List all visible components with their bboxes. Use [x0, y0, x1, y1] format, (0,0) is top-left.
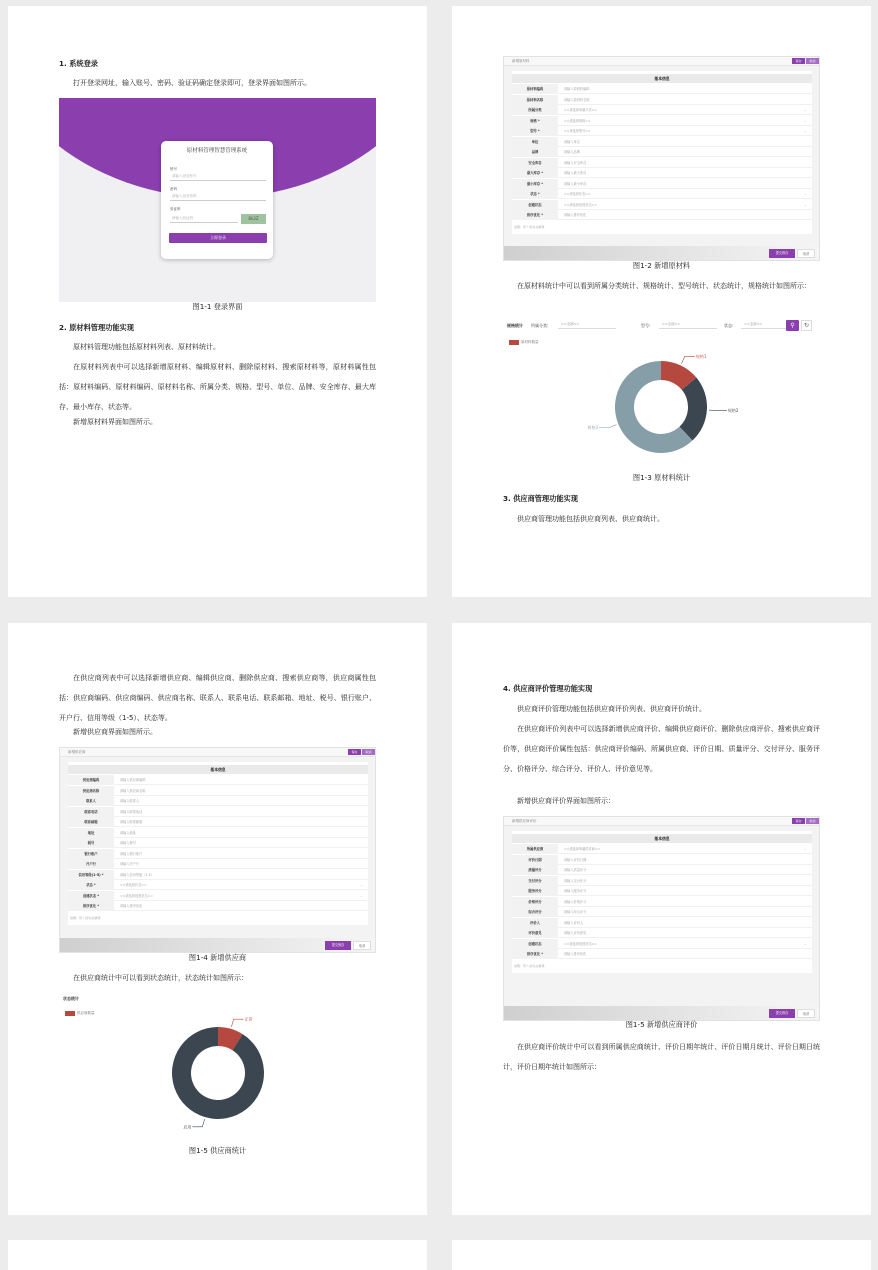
field-label: 信用等级(1-5) * [68, 870, 114, 880]
form-card [512, 71, 812, 234]
field-input[interactable]: 请输入联系人 [120, 799, 140, 803]
login-screenshot [59, 98, 376, 302]
field-label: 所属分类 [512, 105, 558, 115]
field-input[interactable]: 请输入供应商名称 [120, 788, 146, 793]
figure-caption: 图1-4 新增供应商 [188, 953, 247, 962]
form-row [68, 880, 368, 890]
form-row [512, 918, 812, 928]
slice-label: 规格2 [727, 408, 739, 414]
account-label: 账号 [170, 167, 177, 171]
section-header: 基本信息 [512, 834, 812, 843]
document-page-5 [8, 1240, 427, 1270]
cancel-button[interactable]: 取消 [353, 941, 371, 950]
top-save-button[interactable]: 保存 [348, 749, 361, 755]
field-input[interactable]: 请输入开户行 [120, 862, 140, 866]
form-row [68, 796, 368, 806]
field-input[interactable]: 请输入单位 [564, 139, 580, 144]
cancel-button[interactable]: 取消 [797, 249, 815, 258]
field-select[interactable]: ==请选择所属分类== [564, 108, 597, 112]
field-label: 价格评分 [512, 897, 558, 907]
donut-chart [503, 320, 820, 470]
field-select[interactable]: ==请选择状态== [564, 192, 591, 196]
paragraph: 新增供应商界面如图所示。 [73, 728, 157, 736]
document-page-6 [452, 1240, 871, 1270]
field-select[interactable]: ==请选择状态== [120, 883, 147, 887]
form-row [512, 84, 812, 94]
chevron-down-icon: ⌄ [360, 893, 363, 898]
chevron-down-icon: ⌄ [804, 192, 807, 196]
add-supplier-screenshot [59, 747, 376, 953]
chevron-down-icon: ⌄ [804, 118, 807, 123]
login-button[interactable]: 立即登录 [169, 233, 267, 243]
field-label: 交付评分 [512, 876, 558, 886]
password-input[interactable]: 请输入登录密码 [170, 192, 266, 201]
section-heading: 4. 供应商评价管理功能实现 [503, 684, 593, 693]
field-label: 最大库存 * [512, 168, 558, 178]
form-row [512, 179, 812, 189]
field-input[interactable]: 请输入联系邮箱 [120, 820, 143, 824]
field-input[interactable]: 请输入质量评分 [564, 868, 587, 872]
section-heading: 2. 原材料管理功能实现 [59, 323, 134, 332]
field-label: 供应商名称 [68, 786, 114, 796]
filter-category-label: 所属分类: [531, 323, 549, 328]
document-page-1 [8, 6, 427, 597]
slice-label-line [192, 1119, 204, 1127]
document-page-2 [452, 6, 871, 597]
field-label: 排序优化 * [68, 901, 114, 911]
chevron-down-icon: ⌄ [804, 847, 807, 851]
field-input[interactable]: 请输入最大库存 [564, 171, 587, 175]
search-icon[interactable]: ⚲ [786, 320, 799, 331]
field-input[interactable]: 请输入地址 [120, 830, 136, 835]
field-label: 银行账户 [68, 849, 114, 859]
paragraph: 新增供应商评价界面如图所示： [517, 797, 615, 805]
form-row [68, 828, 368, 838]
form-row [512, 168, 812, 178]
form-row [512, 200, 812, 210]
stats-title: 规格统计 [507, 323, 523, 328]
field-input[interactable]: 请输入原材料编码 [564, 87, 590, 91]
field-input[interactable]: 请输入排序优化 [564, 213, 587, 217]
field-label: 评价人 [512, 918, 558, 928]
form-row [512, 210, 812, 220]
refresh-icon[interactable]: ↻ [801, 320, 812, 331]
slice-label-line [599, 425, 616, 428]
field-label: 状态 * [68, 880, 114, 890]
field-label: 排序优化 * [512, 210, 558, 220]
top-cancel-button[interactable]: 取消 [806, 58, 819, 64]
paragraph: 在供应商列表中可以选择新增供应商、编辑供应商、删除供应商、搜索供应商等，供应商属性包括：供应商编码、供应商编码、供应商名称、联系人、联系电话、联系邮箱、地址、税号、银行账户、开户行、信用等级（1-5）、状态等。 [59, 674, 376, 722]
form-row [68, 859, 368, 869]
paragraph: 在原材料统计中可以看到所属分类统计、规格统计、型号统计、状态统计，规格统计如图所示： [517, 282, 811, 290]
field-label: 供应商编码 [68, 775, 114, 785]
slice-label-line [709, 410, 727, 411]
field-label: 型号 * [512, 126, 558, 136]
slice-label: 启用 [183, 1124, 192, 1130]
field-input[interactable]: 请输入税号 [120, 841, 136, 845]
section-header: 基本信息 [512, 74, 812, 83]
field-label: 服务评分 [512, 886, 558, 896]
document-page-3 [8, 623, 427, 1215]
field-input[interactable]: 请输入原材料名称 [564, 97, 590, 102]
paragraph: 打开登录网址，输入账号、密码、验证码确定登录即可，登录界面如图所示。 [73, 79, 311, 87]
stats-title: 状态统计 [63, 996, 79, 1001]
field-label: 联系电话 [68, 807, 114, 817]
login-box [161, 141, 273, 259]
back-link[interactable]: 新增供应商评价 [504, 817, 819, 826]
field-label: 联系邮箱 [68, 817, 114, 827]
password-label: 密码 [170, 187, 177, 191]
legend-label: 原材料数量 [521, 340, 539, 344]
field-label: 开户行 [68, 859, 114, 869]
chevron-down-icon: ⌄ [804, 129, 807, 133]
top-cancel-button[interactable]: 取消 [806, 818, 819, 824]
figure-caption: 图1-5 供应商统计 [188, 1146, 247, 1155]
donut-chart [59, 993, 376, 1143]
field-label: 评价日期 [512, 855, 558, 865]
cancel-button[interactable]: 取消 [797, 1009, 815, 1018]
field-input[interactable]: 请输入联系电话 [120, 809, 143, 814]
field-input[interactable]: 请输入银行账户 [120, 851, 143, 856]
form-row [68, 838, 368, 848]
slice-label-line [231, 1019, 243, 1027]
slice-label: 正常 [244, 1016, 253, 1022]
field-label: 所属供应商 [512, 844, 558, 854]
field-input[interactable]: 请输入安全库存 [564, 160, 587, 165]
section-heading: 1. 系统登录 [59, 59, 98, 68]
field-label: 状态 * [512, 189, 558, 199]
form-row [512, 949, 812, 959]
field-select[interactable]: ==请选择创建状态== [564, 202, 597, 207]
field-input[interactable]: 请输入排序优化 [120, 904, 143, 908]
top-save-button[interactable]: 保存 [792, 58, 805, 64]
paragraph: 在供应商统计中可以看到状态统计，状态统计如图所示： [73, 974, 248, 982]
paragraph: 在原材料列表中可以选择新增原材料、编辑原材料、删除原材料、搜索原材料等，原材料属性包括：原材料编码、原材料编码、原材料名称、所属分类、规格、型号、单位、品牌、安全库存、最大库存、最小库存、状态等。 [59, 363, 376, 411]
paragraph: 在供应商评价统计中可以看到所属供应商统计、评价日期年统计、评价日期月统计、评价日期日统计，评价日期年统计如图所示： [503, 1043, 820, 1071]
slice-label: 规格1 [695, 353, 707, 359]
section-header: 基本信息 [68, 765, 368, 774]
field-input[interactable]: 请输入评价意见 [564, 931, 587, 935]
figure-caption: 图1-1 登录界面 [192, 302, 243, 311]
field-input[interactable]: 请输入排序优化 [564, 952, 587, 956]
field-label: 创建状态 [512, 939, 558, 949]
captcha-image[interactable]: 8k3Z [241, 214, 266, 224]
form-row [68, 849, 368, 859]
field-select[interactable]: ==请选择型号== [564, 129, 591, 133]
field-label: 评价意见 [512, 928, 558, 938]
top-cancel-button[interactable]: 取消 [362, 749, 375, 755]
field-input[interactable]: 请输入品牌 [564, 150, 580, 154]
add-evaluation-screenshot [503, 816, 820, 1021]
section-heading: 3. 供应商管理功能实现 [503, 494, 578, 503]
form-row [512, 158, 812, 168]
slice-label-line [681, 356, 694, 363]
field-input[interactable]: 请输入供应商编码 [120, 778, 146, 782]
field-input[interactable]: 请输入服务评分 [564, 889, 587, 893]
slice-启用[interactable] [172, 1027, 264, 1119]
field-select[interactable]: ==请选择创建状态== [120, 893, 153, 898]
filter-category-select[interactable]: ==全部== [558, 320, 616, 329]
field-label: 最小库存 * [512, 179, 558, 189]
chevron-down-icon: ⌄ [804, 108, 807, 112]
filter-model-label: 型号: [641, 323, 651, 328]
paragraph: 在供应商评价列表中可以选择新增供应商评价、编辑供应商评价、删除供应商评价、搜索供应商评价等，供应商评价属性包括：供应商评价编码、所属供应商、评价日期、质量评分、交付评分、服务评分、价格评分、综合评分、评价人、评价意见等。 [503, 725, 820, 773]
chevron-down-icon: ⌄ [360, 883, 363, 887]
field-input[interactable]: 请输入交付评分 [564, 878, 587, 883]
figure-caption: 图1-5 新增供应商评价 [625, 1020, 698, 1029]
field-label: 安全库存 [512, 158, 558, 168]
material-stats-screenshot [503, 320, 820, 470]
form-row [512, 876, 812, 886]
field-label: 品牌 [512, 147, 558, 157]
paragraph: 供应商管理功能包括供应商列表、供应商统计。 [517, 515, 664, 523]
form-row [512, 939, 812, 949]
paragraph: 新增原材料界面如图所示。 [73, 418, 157, 426]
field-label: 规格 * [512, 116, 558, 126]
back-link[interactable]: 新增供应商 [60, 748, 375, 757]
figure-caption: 图1-2 新增原材料 [632, 261, 691, 270]
submit-button[interactable]: 提交保存 [769, 1009, 795, 1018]
document-page-4 [452, 623, 871, 1215]
back-link[interactable]: 新增原材料 [504, 57, 819, 66]
form-card [68, 762, 368, 925]
form-row [68, 807, 368, 817]
field-input[interactable]: 请输入评价人 [564, 920, 584, 925]
form-card [512, 831, 812, 973]
field-label: 联系人 [68, 796, 114, 806]
account-input[interactable]: 请输入登录账号 [170, 172, 266, 181]
field-label: 单位 [512, 137, 558, 147]
top-save-button[interactable]: 保存 [792, 818, 805, 824]
field-input[interactable]: 请输入综合评分 [564, 910, 587, 914]
field-label: 地址 [68, 828, 114, 838]
field-label: 创建状态 [512, 200, 558, 210]
form-row [512, 126, 812, 136]
paragraph: 原材料管理功能包括原材料列表、原材料统计。 [73, 343, 220, 351]
filter-status-label: 状态: [724, 323, 734, 328]
required-note: 说明：带 * 的为必填项 [514, 963, 545, 968]
form-row [512, 865, 812, 875]
field-select[interactable]: ==请选择所属供应商== [564, 847, 601, 851]
form-row [68, 817, 368, 827]
form-row [512, 189, 812, 199]
field-input[interactable]: 请输入最小库存 [564, 181, 587, 186]
field-label: 质量评分 [512, 865, 558, 875]
field-select[interactable]: ==请选择规格== [564, 118, 591, 123]
form-row [512, 928, 812, 938]
captcha-label: 验证码 [170, 207, 181, 211]
form-row [512, 105, 812, 115]
supplier-stats-screenshot [59, 993, 376, 1143]
form-row [68, 870, 368, 880]
form-row [512, 95, 812, 105]
field-label: 税号 [68, 838, 114, 848]
field-label: 综合评分 [512, 907, 558, 917]
required-note: 说明：带 * 的为必填项 [514, 224, 545, 229]
form-row [512, 886, 812, 896]
legend-label: 供应商数量 [77, 1011, 95, 1015]
paragraph: 供应商评价管理功能包括供应商评价列表、供应商评价统计。 [517, 705, 706, 713]
figure-caption: 图1-3 原材料统计 [632, 473, 691, 482]
filter-model-select[interactable]: ==全部== [659, 320, 717, 329]
form-row [68, 901, 368, 911]
form-row [68, 891, 368, 901]
field-label: 排序优化 * [512, 949, 558, 959]
slice-label: 规格3 [587, 425, 598, 431]
field-input[interactable]: 请输入评价日期 [564, 857, 587, 862]
chevron-down-icon: ⌄ [804, 941, 807, 946]
field-input[interactable]: 请输入价格评分 [564, 899, 587, 904]
field-select[interactable]: ==请选择创建状态== [564, 941, 597, 946]
form-row [512, 855, 812, 865]
required-note: 说明：带 * 的为必填项 [70, 915, 101, 920]
login-title: 原材料管理智慧管理系统 [186, 148, 248, 154]
field-label: 原材料编码 [512, 84, 558, 94]
filter-status-select[interactable]: ==全部== [741, 320, 791, 329]
form-row [512, 137, 812, 147]
chevron-down-icon: ⌄ [804, 202, 807, 207]
add-material-screenshot [503, 56, 820, 261]
form-row [512, 907, 812, 917]
form-row [512, 147, 812, 157]
field-label: 原材料名称 [512, 95, 558, 105]
form-row [68, 786, 368, 796]
submit-button[interactable]: 提交保存 [325, 941, 351, 950]
form-row [512, 844, 812, 854]
field-input[interactable]: 请输入信用等级（1-5） [120, 872, 154, 877]
form-row [512, 116, 812, 126]
captcha-input[interactable]: 请输入验证码 [170, 214, 238, 223]
form-row [512, 897, 812, 907]
submit-button[interactable]: 提交保存 [769, 249, 795, 258]
field-label: 创建状态 * [68, 891, 114, 901]
form-row [68, 775, 368, 785]
